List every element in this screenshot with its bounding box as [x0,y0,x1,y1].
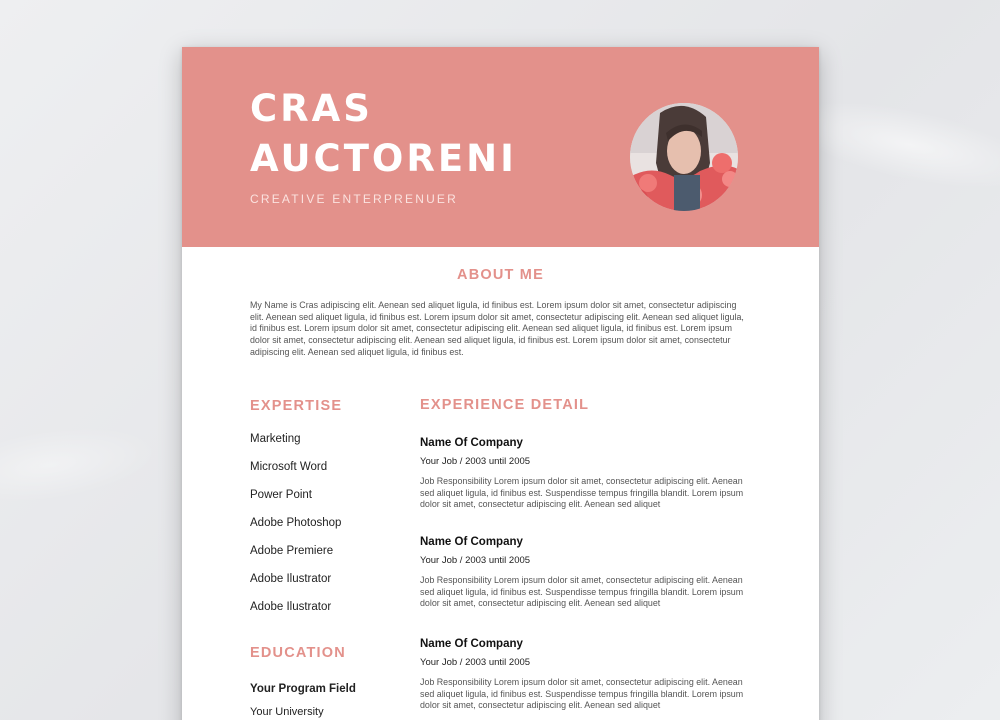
job-subtitle: CREATIVE ENTERPRENUER [250,192,459,206]
name-first: CRAS [250,87,373,130]
company-name: Name Of Company [420,536,523,548]
expertise-item: Adobe Ilustrator [250,601,332,613]
company-name: Name Of Company [420,638,523,650]
name-last: AUCTORENI [250,137,517,180]
about-me-text: My Name is Cras adipiscing elit. Aenean sed aliquet ligula, id finibus est. Lorem ipsum dolor sit amet, consectetur adipiscing elit. Aenean sed aliquet ligula, id finibus est. Lorem ipsum dolor sit amet, consectetur adipiscing elit. Aenean sed aliquet ligula, id finibus est. Lorem ipsum dolor sit amet, consectetur adipiscing elit. Aenean sed aliquet ligula, id finibus est. Lorem ipsum dolor sit amet, consectetur adipiscing elit. Aenean sed aliquet ligula, id finibus est. Lorem ipsum dolor sit amet, consectetur adipiscing elit. Aenean sed aliquet ligula, id finibus est. [250,300,744,357]
education-university: Your University [250,706,324,718]
background-marble-streak [0,415,164,515]
about-me-heading: ABOUT ME [457,267,544,283]
expertise-item: Adobe Premiere [250,545,334,557]
expertise-item: Adobe Ilustrator [250,573,332,585]
job-description: Job Responsibility Lorem ipsum dolor sit amet, consectetur adipiscing elit. Aenean sed aliquet ligula, id finibus est. Suspendisse tempus fringilla blandit. Lorem ipsum dolor sit amet, consectetur adipiscing elit. Aenean sed aliquet [420,575,744,609]
job-description: Job Responsibility Lorem ipsum dolor sit amet, consectetur adipiscing elit. Aenean sed aliquet ligula, id finibus est. Suspendisse tempus fringilla blandit. Lorem ipsum dolor sit amet, consectetur adipiscing elit. Aenean sed aliquet [420,476,744,510]
education-heading: EDUCATION [250,645,346,661]
experience-entry [420,437,750,511]
expertise-item: Adobe Photoshop [250,517,342,529]
expertise-list [250,433,341,629]
education-program-field: Your Program Field [250,683,356,695]
profile-photo [630,103,738,211]
experience-heading: EXPERIENCE DETAIL [420,397,590,413]
expertise-item: Microsoft Word [250,461,328,473]
job-role: Your Job / 2003 until 2005 [420,657,531,668]
experience-entry [420,638,750,712]
expertise-heading: EXPERTISE [250,398,343,414]
experience-entry [420,536,750,610]
resume-sheet [182,47,819,720]
resume-header [182,47,819,247]
job-role: Your Job / 2003 until 2005 [420,555,531,566]
expertise-item: Marketing [250,433,301,445]
job-description: Job Responsibility Lorem ipsum dolor sit amet, consectetur adipiscing elit. Aenean sed aliquet ligula, id finibus est. Suspendisse tempus fringilla blandit. Lorem ipsum dolor sit amet, consectetur adipiscing elit. Aenean sed aliquet [420,677,744,711]
company-name: Name Of Company [420,437,523,449]
expertise-item: Power Point [250,489,313,501]
job-role: Your Job / 2003 until 2005 [420,456,531,467]
